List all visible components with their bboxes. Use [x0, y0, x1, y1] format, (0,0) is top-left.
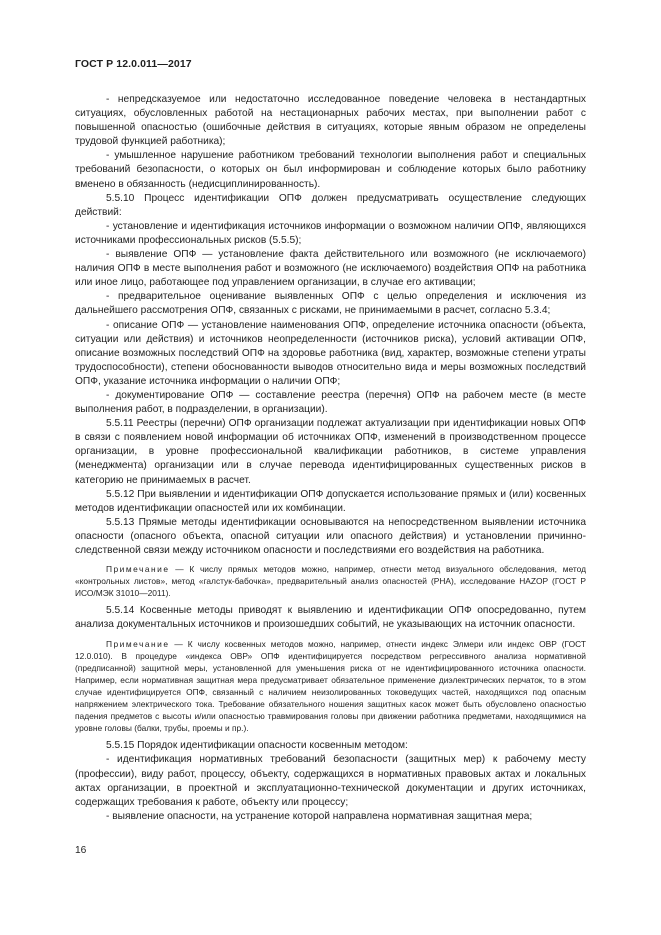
- paragraph: - умышленное нарушение работником требований технологии выполнения работ и специальных требований безопасности, о которых он был информирован и соблюдение которых было работнику вменено в обязанность (недисциплинированность).: [75, 150, 586, 190]
- note-text: — К числу прямых методов можно, например, отнести метод визуального обследования, метод «контрольных листов», метод «галстук-бабочка», предварительный анализ опасностей (PHA), исследование HAZOP (ГОСТ Р ИСО/МЭК 31010—2011).: [75, 564, 586, 599]
- document-body: [75, 93, 586, 824]
- paragraph: 5.5.13 Прямые методы идентификации основываются на непосредственном выявлении источника опасности (опасного объекта, опасной ситуации или опасного действия) и установлении причинно-следственной связи между источником опасности и последствиями его воздействия на работника.: [75, 516, 586, 556]
- note-label: Примечание: [106, 564, 170, 575]
- paragraph: - предварительное оценивание выявленных ОПФ с целью определения и исключения из дальнейшего рассмотрения ОПФ, связанных с рисками, не принимаемыми в расчет, согласно 5.3.4;: [75, 291, 586, 317]
- paragraph: - описание ОПФ — установление наименования ОПФ, определение источника опасности (объекта, ситуации или действия) и источников неопределенности (источников риска), условий активации ОПФ, описание возможных последствий ОПФ на здоровье работника (вид, характер, возможные степени утраты трудоспособности), степени обоснованности выводов относительно вида и меры возможных последствий ОПФ, указание источника информации о наличии ОПФ;: [75, 319, 586, 387]
- paragraph: - документирование ОПФ — составление реестра (перечня) ОПФ на рабочем месте (в месте выполнения работ, в подразделении, в организации).: [75, 389, 586, 416]
- paragraph: - выявление опасности, на устранение которой направлена нормативная защитная мера;: [106, 810, 533, 822]
- note-1: [75, 563, 586, 599]
- paragraph: 5.5.11 Реестры (перечни) ОПФ организации подлежат актуализации при идентификации новых ОПФ в связи с появлением новой информации об источниках ОПФ, изменений в производственном процессе организации, в уровне профессиональной квалификации работников, в системе управления (менеджмента) организации или в случае перевода идентифицированных существенных рисков в категорию не принимаемых в расчет.: [75, 418, 586, 486]
- paragraph: 5.5.12 При выявлении и идентификации ОПФ допускается использование прямых и (или) косвенных методов идентификации опасностей или их комбинации.: [75, 488, 586, 514]
- paragraph: 5.5.10 Процесс идентификации ОПФ должен предусматривать осуществление следующих действий:: [75, 192, 586, 218]
- paragraph: - идентификация нормативных требований безопасности (защитных мер) к рабочему месту (профессии), виду работ, процессу, объекту, содержащихся в нормативных правовых актах и локальных актах организации, в проектной и эксплуатационно-технической документации и других источниках, содержащих требования к работе, объекту или процессу;: [75, 754, 586, 808]
- document-header: ГОСТ Р 12.0.011—2017: [75, 58, 192, 70]
- paragraph: - выявление ОПФ — установление факта действительного или возможного (не исключаемого) наличия ОПФ в месте выполнения работ и возможного (не исключаемого) воздействия ОПФ на работника или иное лицо, работающее под управлением организации, в случае его активации;: [75, 249, 586, 289]
- paragraph: - установление и идентификация источников информации о возможном наличии ОПФ, являющихся источниками профессиональных рисков (5.5.5);: [75, 220, 586, 246]
- note-2: [75, 638, 586, 735]
- note-text: — К числу косвенных методов можно, например, отнести индекс Элмери или индекс ОВР (ГОСТ 12.0.010). В процедуре «индекса ОВР» ОПФ идентифицируется посредством регрессивного анализа нормативной (предписанной) защитной меры, установленной для уменьшения риска от не идентифицированного источника опасности. Например, если нормативная защитная мера предусматривает обязательное применение диэлектрических перчаток, то в этом случае идентифицируется ОПФ, связанный с наличием неизолированных токоведущих частей, находящихся под опасным напряжением электрического тока. Требование обязательного ношения защитных касок может быть обусловлено опасностью падения предметов с высоты и/или опасностью травмирования головы при движении работника предметами, находящимися на уровне головы (балки, трубы, проемы и пр.).: [75, 638, 586, 734]
- paragraph: - непредсказуемое или недостаточно исследованное поведение человека в нестандартных ситуациях, обусловленных работой на нестационарных рабочих местах, при выполнении работ с повышенной опасностью (ошибочные действия в ситуациях, которые явным образом не определены трудовой функцией работника);: [75, 94, 586, 148]
- paragraph: 5.5.15 Порядок идентификации опасности косвенным методом:: [106, 740, 408, 752]
- note-label: Примечание: [106, 638, 170, 649]
- paragraph: 5.5.14 Косвенные методы приводят к выявлению и идентификации ОПФ опосредованно, путем анализа документальных источников и произошедших событий, не указывающих на источник опасности.: [75, 605, 586, 631]
- page-number: 16: [75, 845, 87, 856]
